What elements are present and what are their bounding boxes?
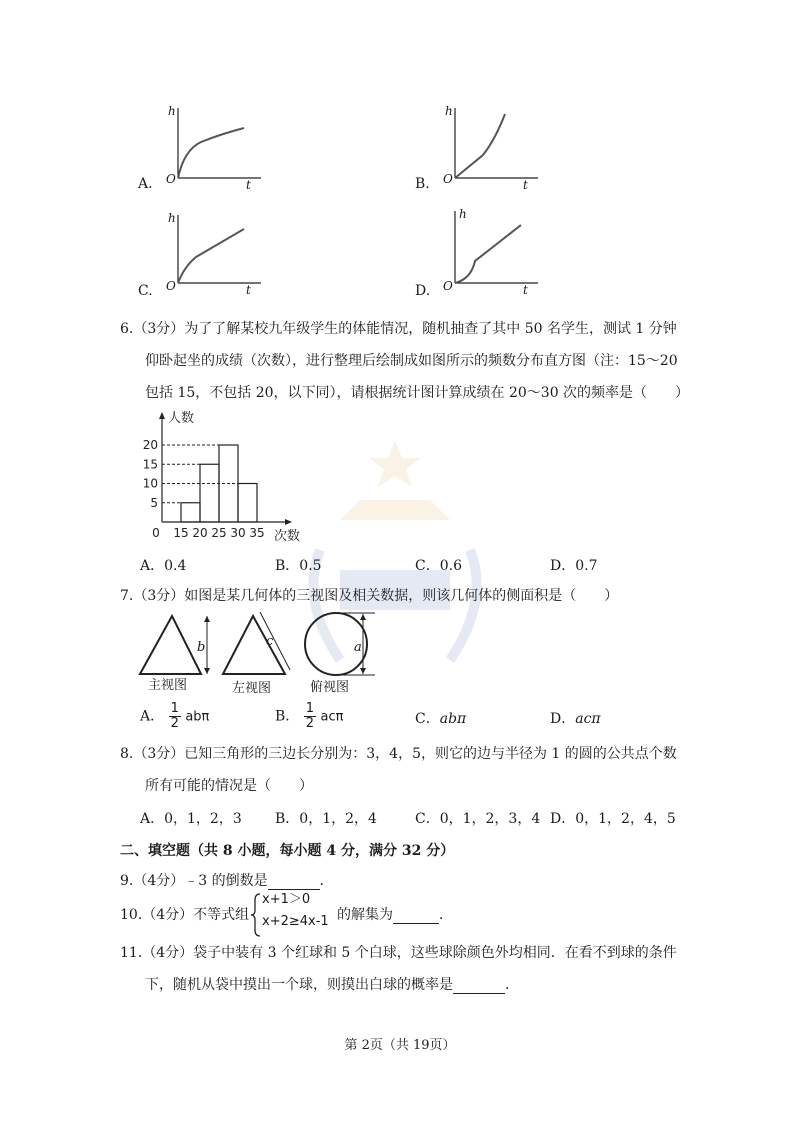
q6-line-1: 6.（3分）为了了解某校九年级学生的体能情况，随机抽查了其中 50 名学生，测试 1 分钟 — [120, 321, 677, 337]
view-label-left: 左视图 — [232, 681, 272, 696]
histogram-bar — [181, 503, 200, 522]
q11-text: 下，随机从袋中摸出一个球，则摸出白球的概率是 — [145, 977, 453, 993]
axis-o: O — [443, 172, 453, 186]
x-axis-arrow — [285, 519, 292, 525]
label-a: a — [354, 640, 362, 655]
view-label-top: 俯视图 — [310, 680, 350, 695]
y-axis-arrow — [159, 412, 165, 419]
q10-tail — [337, 904, 453, 924]
q7-option-c[interactable] — [415, 708, 466, 728]
option-letter: C． — [415, 711, 440, 727]
axis-h: h — [168, 211, 176, 225]
graph-c — [166, 205, 266, 295]
q7-option-b[interactable] — [275, 702, 343, 731]
option-expr: abπ — [185, 709, 210, 725]
graph-d — [443, 205, 543, 295]
axis-h: h — [168, 104, 176, 118]
q6-line-2: 仰卧起坐的成绩（次数），进行整理后绘制成如图所示的频数分布直方图（注：15～20 — [145, 353, 678, 369]
q8-option-d[interactable]: D．0，1，2，4，5 — [550, 811, 676, 827]
q8-option-c[interactable]: C．0，1，2，3，4 — [415, 811, 541, 827]
axis-t: t — [246, 178, 251, 192]
q11-line-1: 11.（4分）袋子中装有 3 个红球和 5 个白球，这些球除颜色外均相同．在看不到球的条件 — [120, 945, 677, 961]
inequality-system — [262, 889, 329, 933]
q9-end: ． — [319, 873, 334, 889]
fraction-half — [304, 702, 316, 731]
histogram-chart — [138, 410, 318, 545]
page-footer: 第 2页（共 19页） — [344, 1038, 456, 1053]
q8-line-1: 8.（3分）已知三角形的三边长分别为：3，4，5，则它的边与半径为 1 的圆的公共点个数 — [120, 746, 677, 762]
q7-option-d[interactable] — [550, 708, 601, 728]
option-expr: acπ — [575, 711, 601, 727]
label-b: b — [197, 640, 206, 655]
axis-t: t — [523, 178, 528, 192]
brace-icon — [250, 892, 262, 938]
option-letter: C. — [138, 283, 153, 299]
q5-graph-d — [415, 205, 545, 300]
q5-graph-b — [415, 100, 545, 195]
denominator: 2 — [170, 716, 179, 731]
q9 — [120, 870, 334, 890]
q9-answer-blank[interactable] — [268, 873, 320, 890]
fraction-half — [169, 702, 181, 731]
q11-answer-blank[interactable] — [453, 977, 505, 994]
q8-option-a[interactable]: A．0，1，2，3 — [140, 811, 242, 827]
x-tick-label: 20 — [192, 526, 208, 540]
numerator: 1 — [170, 701, 179, 716]
x-tick-label: 30 — [230, 526, 246, 540]
q11-line-2 — [145, 974, 519, 994]
histogram-bar — [200, 464, 219, 522]
y-tick-label: 10 — [142, 476, 158, 491]
axis-h: h — [445, 104, 453, 118]
label-c: c — [266, 634, 274, 649]
x-tick-label: 15 — [173, 526, 189, 540]
q8-line-2: 所有可能的情况是（ ） — [145, 778, 313, 794]
option-letter: B. — [415, 176, 430, 192]
numerator: 1 — [305, 701, 315, 716]
axis-h: h — [459, 207, 467, 221]
inequality-1: x+1＞0 — [262, 892, 311, 907]
x-tick-label: 35 — [249, 526, 265, 540]
option-letter: D． — [550, 711, 576, 727]
x-tick-label: 25 — [211, 526, 227, 540]
q7-option-a[interactable] — [140, 702, 209, 731]
q9-text: 9.（4分）﹣3 的倒数是 — [120, 873, 268, 889]
x-tick-label: 0 — [152, 526, 160, 540]
axis-o: O — [166, 279, 176, 293]
graph-a — [166, 100, 266, 190]
q10-prefix: 10.（4分）不等式组 — [120, 907, 250, 923]
q6-option-c[interactable]: C．0.6 — [415, 558, 462, 574]
q5-graph-a — [138, 100, 268, 195]
q7-text: 7.（3分）如图是某几何体的三视图及相关数据，则该几何体的侧面积是（ ） — [120, 588, 619, 604]
option-expr: acπ — [320, 709, 344, 725]
section-title: 二、填空题（共 8 小题，每小题 4 分，满分 32 分） — [120, 843, 455, 859]
y-tick-label: 15 — [142, 457, 158, 472]
axis-o: O — [443, 279, 453, 293]
denominator: 2 — [305, 716, 315, 731]
axis-t: t — [246, 283, 251, 297]
axis-t: t — [523, 283, 528, 297]
y-tick-label: 5 — [150, 495, 158, 510]
q6-option-a[interactable]: A．0.4 — [140, 558, 187, 574]
q11-end: ． — [505, 977, 519, 993]
q6-line-3: 包括 15，不包括 20，以下同），请根据统计图计算成绩在 20～30 次的频率是（ ） — [145, 385, 690, 401]
q10-answer-blank[interactable] — [393, 907, 439, 924]
y-tick-label: 20 — [142, 438, 158, 452]
option-letter: B． — [275, 708, 300, 725]
y-axis-label: 人数 — [168, 411, 195, 426]
q8-option-b[interactable]: B．0，1，2，4 — [275, 811, 377, 827]
q5-graph-c — [138, 205, 268, 300]
q6-option-b[interactable]: B．0.5 — [275, 558, 322, 574]
option-letter: A. — [138, 176, 153, 192]
x-axis-label: 次数 — [274, 529, 301, 544]
option-letter: D. — [415, 283, 431, 299]
q6-option-d[interactable]: D．0.7 — [550, 558, 598, 574]
inequality-2: x+2≥4x-1 — [262, 914, 329, 929]
q10-suffix: 的解集为 — [337, 907, 393, 923]
option-expr: abπ — [439, 711, 467, 727]
histogram-bar — [238, 484, 257, 523]
graph-b — [443, 100, 543, 190]
axis-o: O — [166, 172, 176, 186]
view-label-front: 主视图 — [148, 678, 188, 693]
option-letter: A． — [140, 708, 165, 725]
q10-end: ． — [439, 907, 453, 923]
